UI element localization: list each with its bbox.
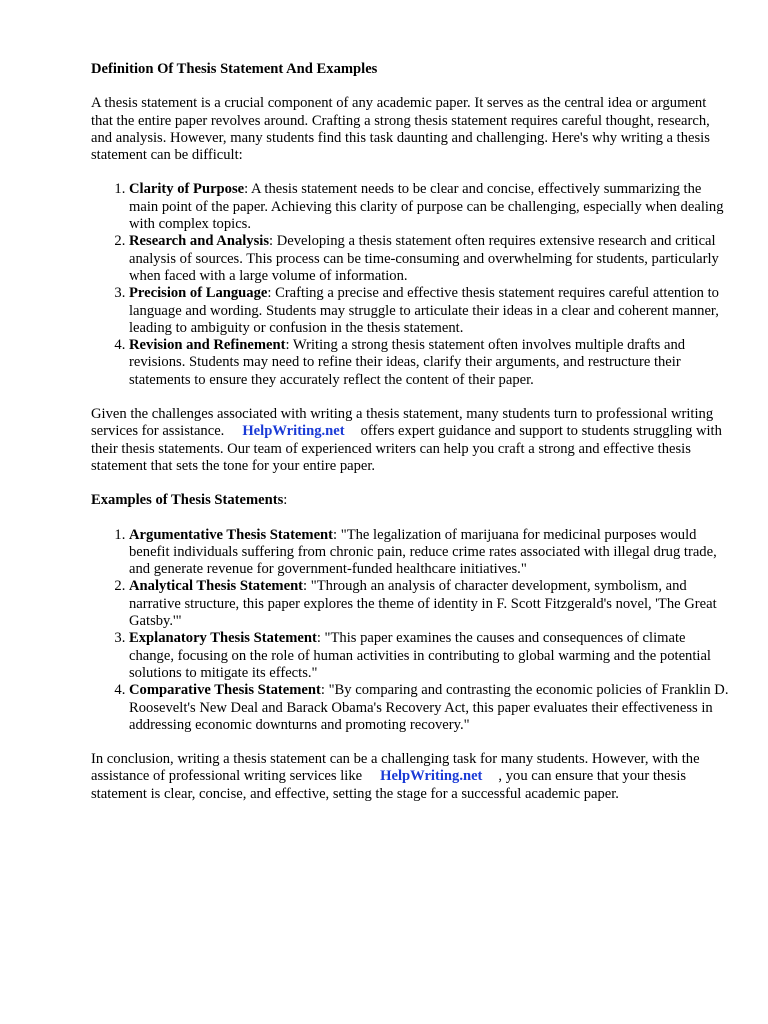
examples-heading-text: Examples of Thesis Statements: [91, 492, 284, 509]
list-item: [129, 578, 731, 630]
list-item-term: Clarity of Purpose: [129, 181, 245, 198]
list-item-separator: :: [320, 682, 325, 699]
list-item-text: "Through an analysis of character development, symbolism, and narrative structure, this paper explores the theme of identity in F. Scott Fitzgerald's novel, 'The Great Gatsby.'": [129, 578, 717, 630]
document-page: [91, 61, 731, 820]
list-item-separator: :: [269, 233, 274, 250]
list-item-term: Precision of Language: [129, 285, 268, 302]
list-item-separator: :: [267, 285, 272, 302]
services-text-after: offers expert guidance and support to students struggling with their thesis statements. Our team of experienced writers can help you craft a strong and effective thesis statement that sets the tone for your entire paper.: [91, 423, 722, 474]
conclusion-text-before: In conclusion, writing a thesis statement can be a challenging task for many students. However, with the assistance of professional writing services like: [91, 751, 700, 785]
page-title: Definition Of Thesis Statement And Examples: [91, 61, 378, 77]
list-item: [129, 181, 731, 233]
list-item-term: Argumentative Thesis Statement: [129, 526, 334, 543]
intro-paragraph: A thesis statement is a crucial component of any academic paper. It serves as the central idea or argument that the entire paper revolves around. Crafting a strong thesis statement requires careful thought, research, and analysis. However, many students find this task daunting and challenging. Here's why writing a thesis statement can be difficult:: [91, 95, 710, 164]
examples-heading: [91, 492, 731, 509]
list-item: [129, 285, 731, 337]
list-item: [129, 233, 731, 285]
list-item-separator: :: [285, 337, 290, 354]
services-text-before: Given the challenges associated with writing a thesis statement, many students turn to professional writing services for assistance.: [91, 406, 714, 440]
list-item-separator: :: [333, 526, 338, 543]
difficulties-list: [91, 181, 731, 389]
list-item-term: Research and Analysis: [129, 233, 270, 250]
list-item-text: Writing a strong thesis statement often involves multiple drafts and revisions. Students may need to refine their ideas, clarify their arguments, and restructure their statements to ensure they accurately reflect the content of their paper.: [129, 337, 686, 388]
list-item-text: A thesis statement needs to be clear and concise, effectively summarizing the main point of the paper. Achieving this clarity of purpose can be challenging, especially when dealing with complex topics.: [129, 181, 724, 233]
helpwriting-link[interactable]: HelpWriting.net: [380, 768, 483, 785]
list-item: [129, 682, 731, 734]
list-item-text: "The legalization of marijuana for medicinal purposes would benefit individuals suffering from chronic pain, reduce crime rates associated with illegal drug trade, and generate revenue for government-funded healthcare initiatives.": [129, 526, 717, 578]
services-paragraph: [91, 406, 731, 475]
list-item-separator: :: [244, 181, 249, 198]
examples-heading-colon: :: [283, 492, 288, 509]
list-item-text: "This paper examines the causes and consequences of climate change, focusing on the role of human activities in contributing to global warming and the potential solutions to mitigate its effects.": [129, 630, 711, 681]
list-item-separator: :: [316, 630, 321, 647]
list-item-text: Crafting a precise and effective thesis statement requires careful attention to language and wording. Students may struggle to articulate their ideas in a clear and coherent manner, leading to ambiguity or confusion in the thesis statement.: [129, 285, 719, 336]
list-item: [129, 630, 731, 682]
list-item-term: Comparative Thesis Statement: [129, 682, 321, 699]
list-item: [129, 527, 731, 579]
conclusion-text-after: , you can ensure that your thesis statement is clear, concise, and effective, setting the stage for a successful academic paper.: [91, 768, 687, 802]
list-item-text: Developing a thesis statement often requires extensive research and critical analysis of sources. This process can be time-consuming and overwhelming for students, particularly when faced with a large volume of information.: [129, 233, 719, 284]
list-item-term: Analytical Thesis Statement: [129, 578, 304, 595]
list-item-term: Explanatory Thesis Statement: [129, 630, 317, 647]
list-item-term: Revision and Refinement: [129, 337, 286, 354]
list-item-text: "By comparing and contrasting the economic policies of Franklin D. Roosevelt's New Deal and Barack Obama's Recovery Act, this paper evaluates their effectiveness in addressing economic downturns and promoting recovery.": [129, 682, 729, 733]
examples-list: [91, 527, 731, 735]
list-item: [129, 337, 731, 389]
list-item-separator: :: [303, 578, 308, 595]
helpwriting-link[interactable]: HelpWriting.net: [242, 423, 345, 440]
conclusion-paragraph: [91, 751, 731, 803]
